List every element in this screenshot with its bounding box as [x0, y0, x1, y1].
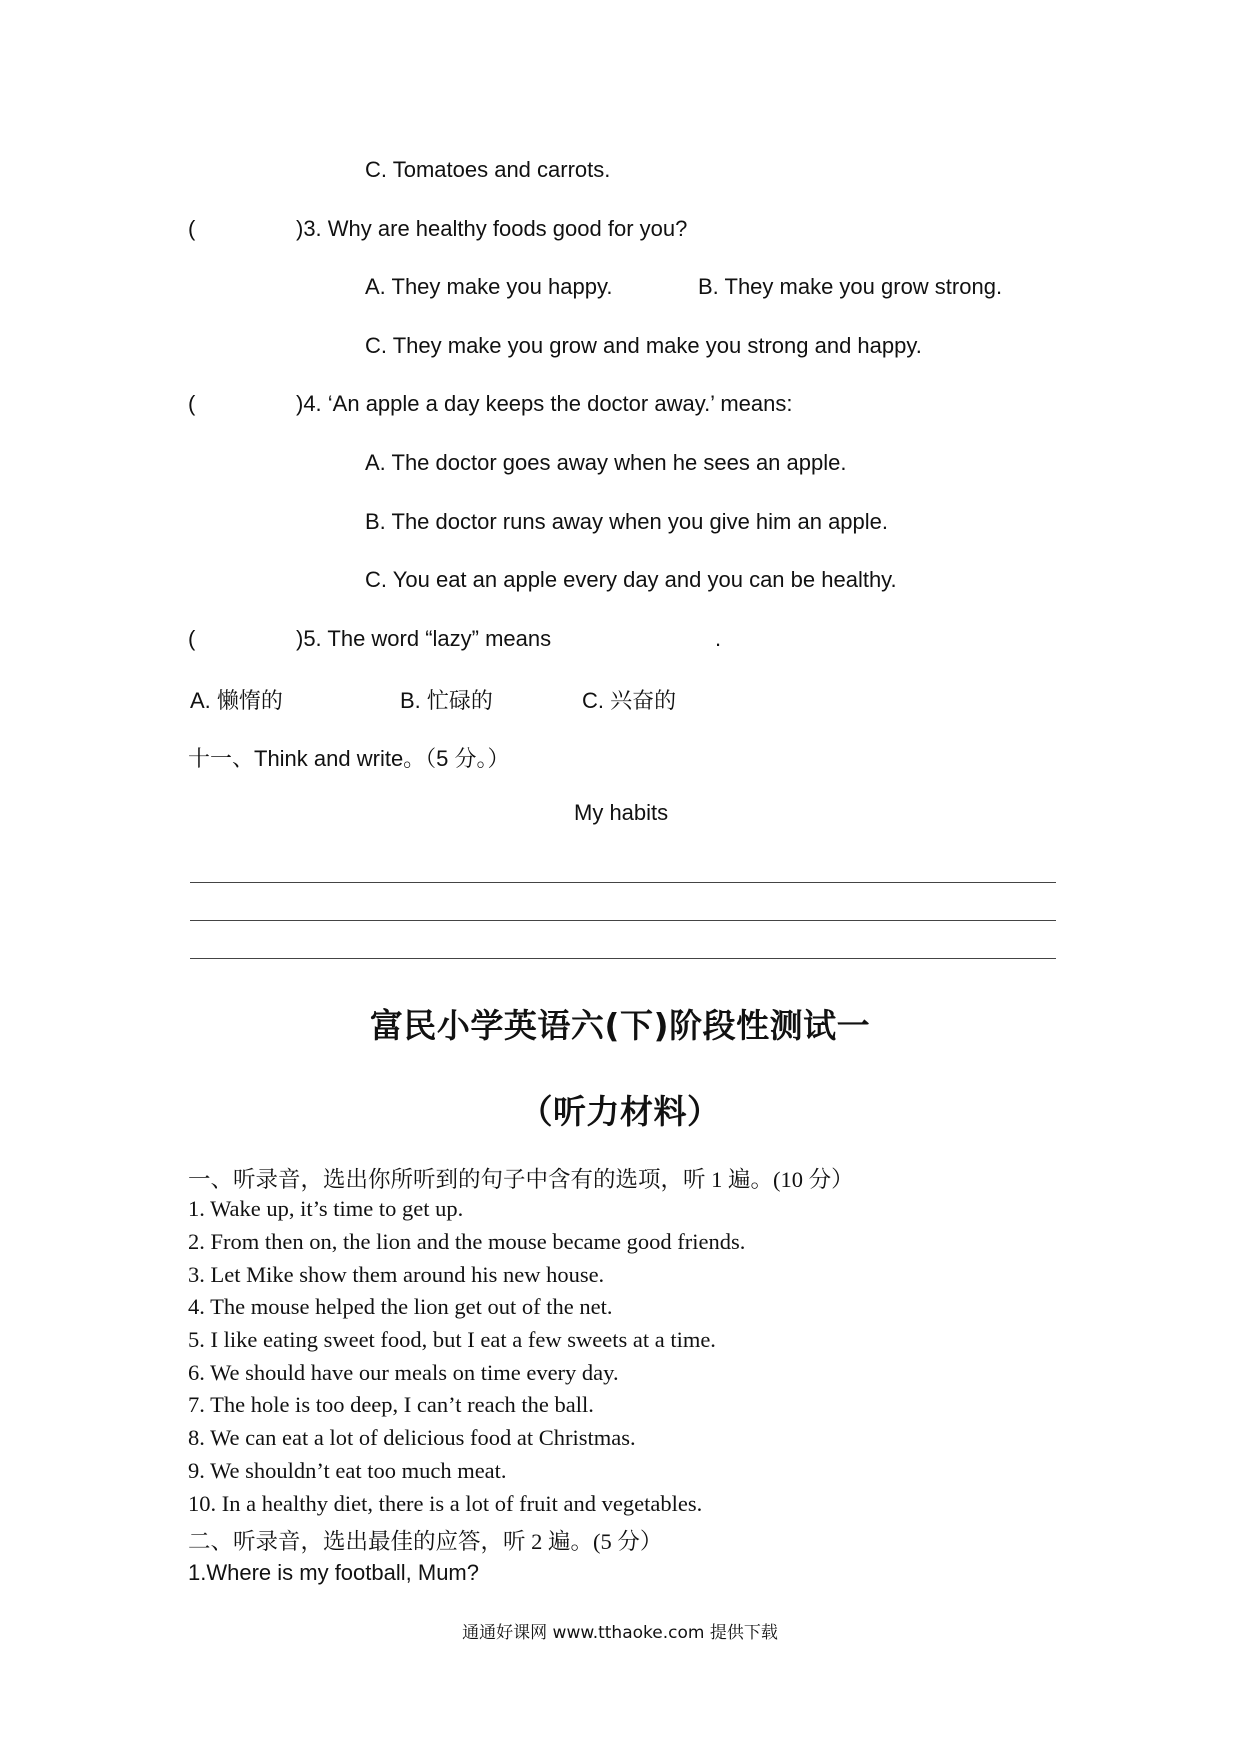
q5-paren: ( — [188, 626, 196, 651]
q4-stem: )4. ‘An apple a day keeps the doctor away.’ means: — [296, 391, 793, 416]
part1-heading: 一、听录音，选出你所听到的句子中含有的选项，听 1 遍。(10 分） — [188, 1167, 854, 1192]
part1-sentence: 5. I like eating sweet food, but I eat a few sweets at a time. — [188, 1327, 716, 1352]
q3-option-a: A. They make you happy. — [365, 274, 613, 299]
q5-option-a: A. 懒惰的 — [190, 688, 283, 713]
listening-subtitle: （听力材料） — [519, 1092, 721, 1131]
q5-option-c: C. 兴奋的 — [582, 688, 677, 713]
q2-option-c: C. Tomatoes and carrots. — [365, 157, 611, 182]
part1-sentence: 4. The mouse helped the lion get out of the net. — [188, 1294, 613, 1319]
writing-line-2[interactable] — [190, 920, 1056, 921]
part2-question-1: 1.Where is my football, Mum? — [188, 1560, 479, 1585]
part2-heading: 二、听录音，选出最佳的应答，听 2 遍。(5 分） — [188, 1529, 663, 1554]
q4-paren: ( — [188, 391, 196, 416]
part1-sentence: 8. We can eat a lot of delicious food at Christmas. — [188, 1425, 636, 1450]
part1-sentence: 7. The hole is too deep, I can’t reach the ball. — [188, 1392, 594, 1417]
q3-paren: ( — [188, 216, 196, 241]
part1-sentence: 1. Wake up, it’s time to get up. — [188, 1196, 464, 1221]
listening-title: 富民小学英语六(下)阶段性测试一 — [369, 1006, 871, 1045]
part1-sentence: 2. From then on, the lion and the mouse became good friends. — [188, 1229, 746, 1254]
part1-sentence: 10. In a healthy diet, there is a lot of fruit and vegetables. — [188, 1491, 703, 1516]
q5-stem: )5. The word “lazy” means — [296, 626, 552, 651]
writing-section-title: 十一、Think and write。（5 分。） — [188, 746, 510, 771]
part1-sentence: 3. Let Mike show them around his new house. — [188, 1262, 605, 1287]
part1-sentence: 6. We should have our meals on time every day. — [188, 1360, 619, 1385]
writing-line-3[interactable] — [190, 958, 1056, 959]
q5-blank-dot: . — [715, 626, 722, 651]
q3-stem: )3. Why are healthy foods good for you? — [296, 216, 688, 241]
q3-option-c: C. They make you grow and make you strong and happy. — [365, 333, 922, 358]
q3-option-b: B. They make you grow strong. — [698, 274, 1003, 299]
q4-option-c: C. You eat an apple every day and you can be healthy. — [365, 567, 897, 592]
q4-option-b: B. The doctor runs away when you give him an apple. — [365, 509, 889, 534]
q4-option-a: A. The doctor goes away when he sees an apple. — [365, 450, 847, 475]
writing-topic: My habits — [574, 800, 669, 825]
part1-sentence: 9. We shouldn’t eat too much meat. — [188, 1458, 507, 1483]
footer-source: 通通好课网 www.tthaoke.com 提供下载 — [462, 1623, 778, 1643]
writing-line-1[interactable] — [190, 882, 1056, 883]
q5-option-b: B. 忙碌的 — [400, 688, 493, 713]
